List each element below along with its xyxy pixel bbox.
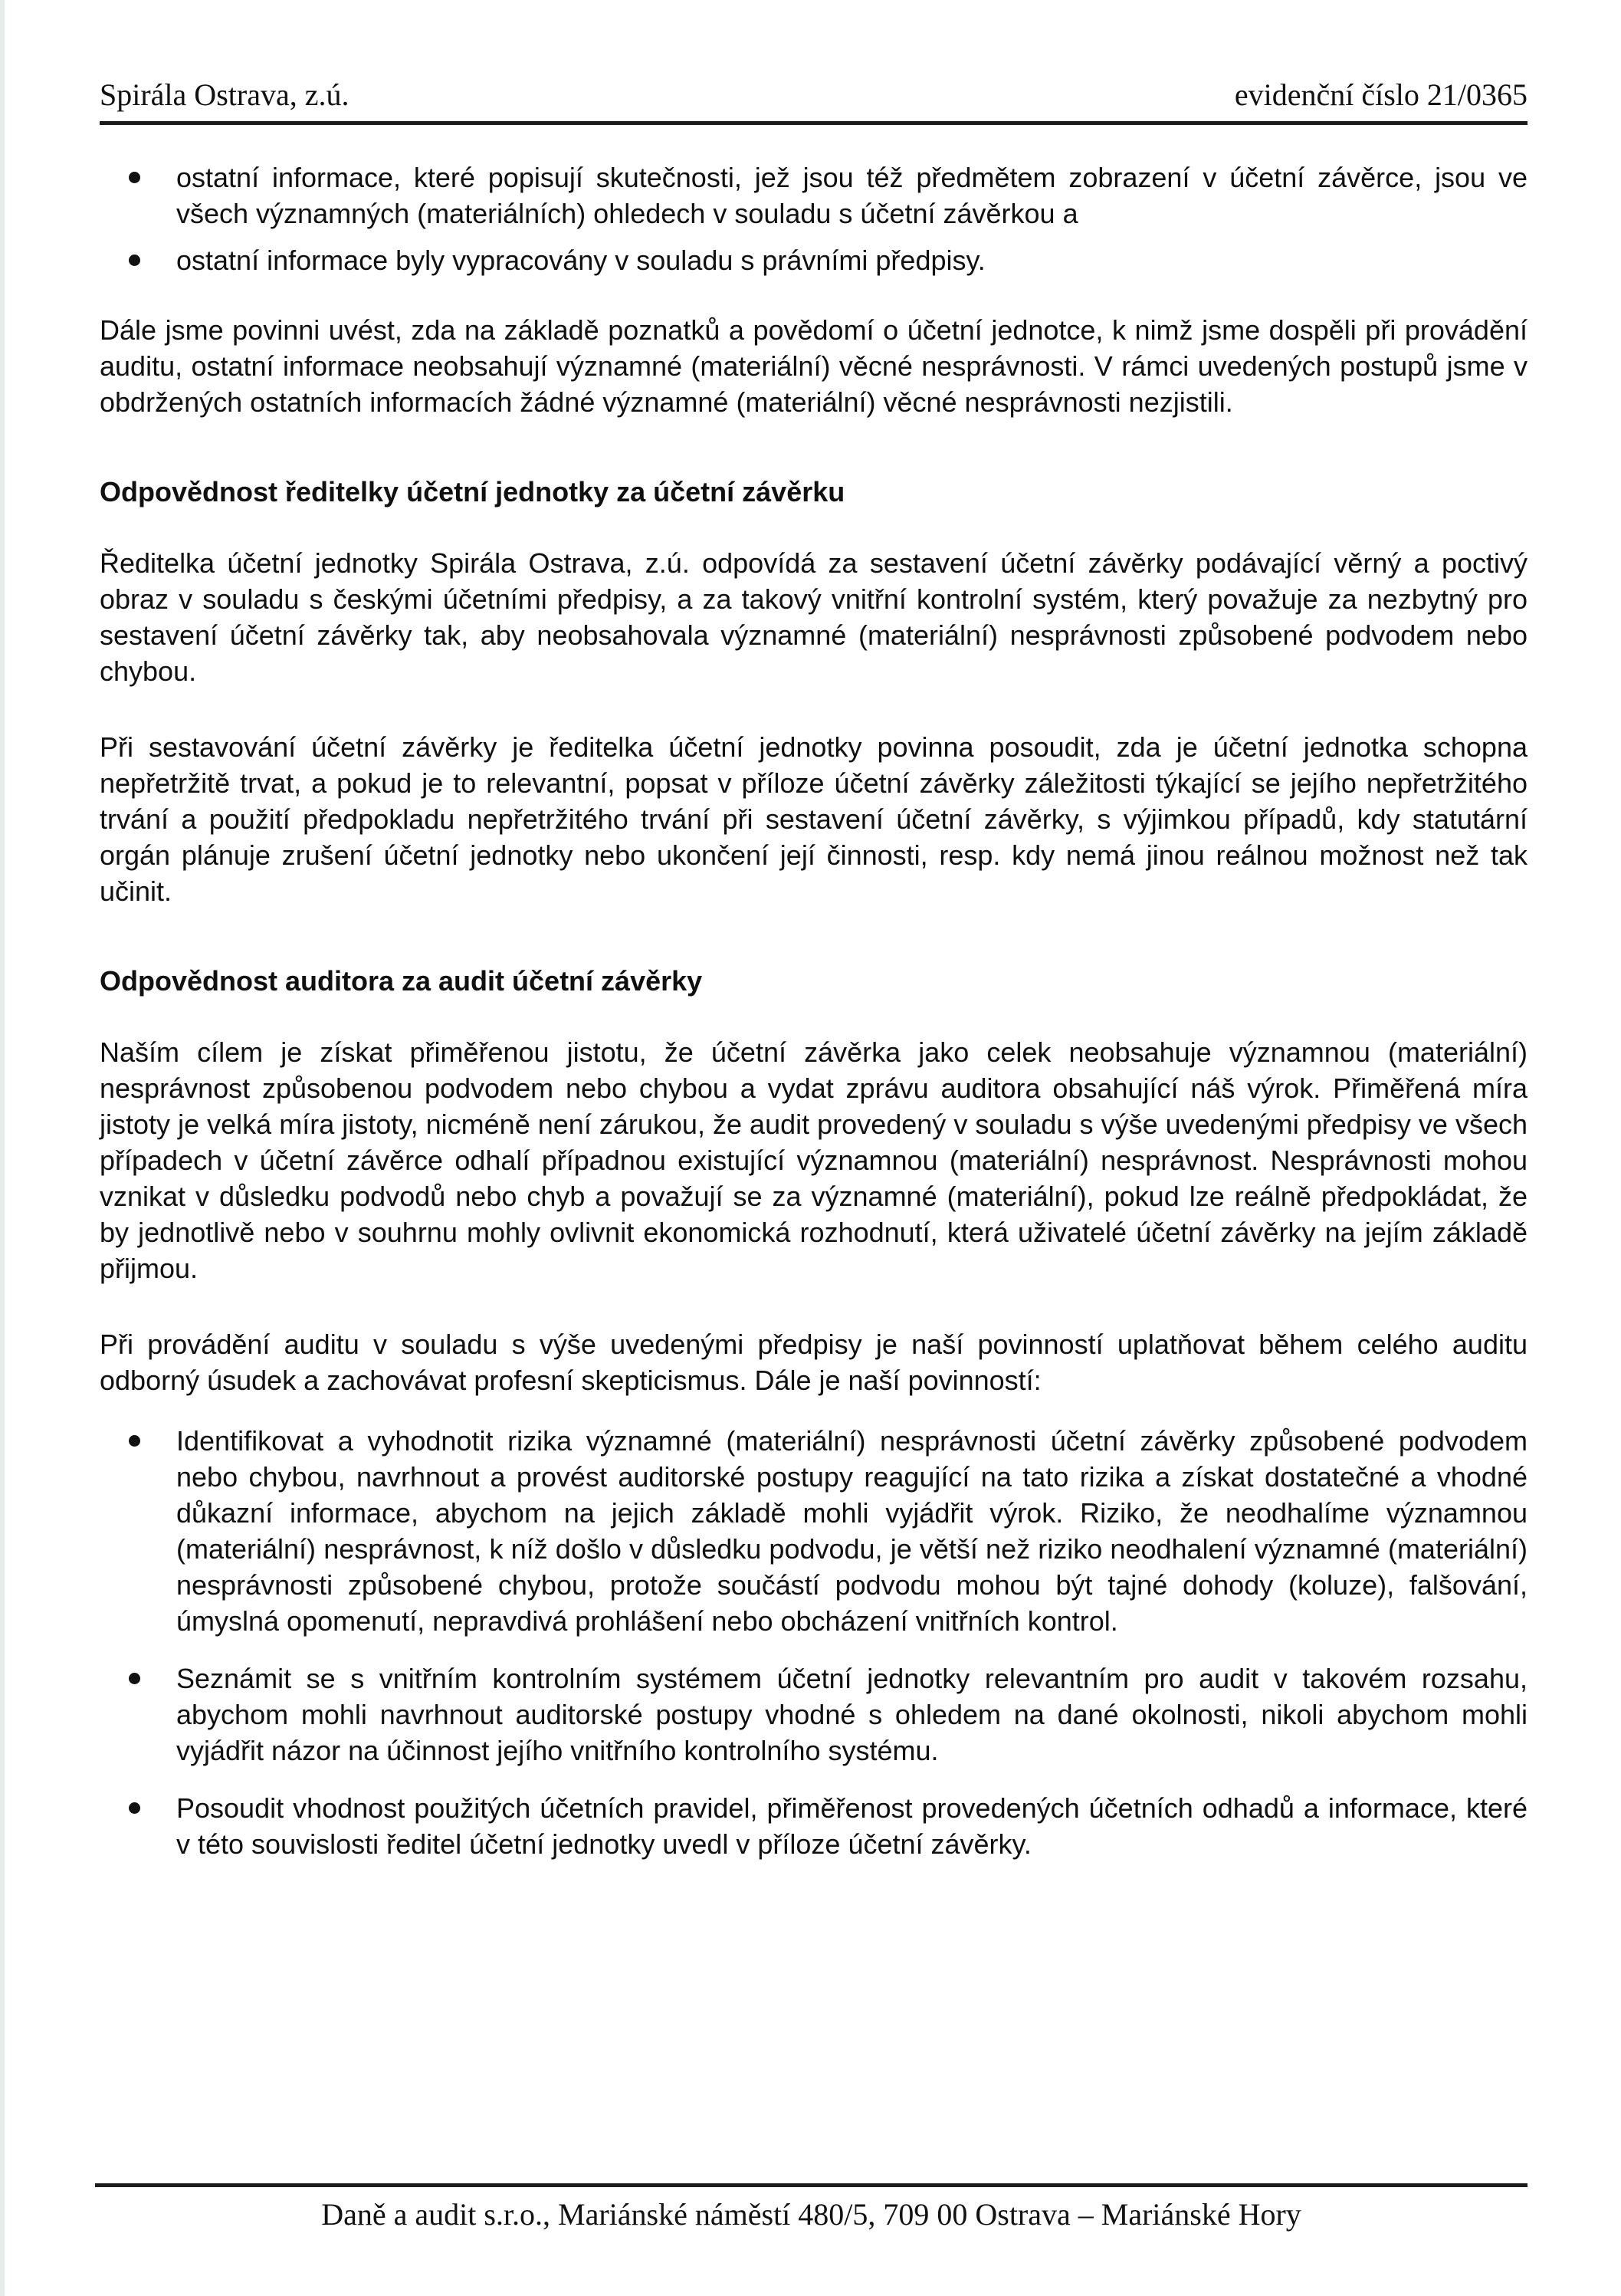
list-item: ostatní informace byly vypracovány v souladu s právními předpisy.	[100, 242, 1527, 278]
list-item: Seznámit se s vnitřním kontrolním systémem účetní jednotky relevantním pro audit v takovém rozsahu, abychom mohli navrhnout auditorské postupy vhodné s ohledem na dané okolnosti, nikoli abychom mohli vyjádřit názor na účinnost jejího vnitřního kontrolního systému.	[100, 1660, 1527, 1769]
header-company-name: Spirála Ostrava, z.ú.	[100, 77, 349, 112]
header-evidence-number: evidenční číslo 21/0365	[1234, 77, 1527, 112]
intro-bullet-list	[100, 159, 1527, 278]
page-header	[100, 77, 1527, 113]
header-rule	[100, 121, 1527, 125]
list-item: Identifikovat a vyhodnotit rizika významné (materiální) nesprávnosti účetní závěrky způsobené podvodem nebo chybou, navrhnout a provést auditorské postupy reagující na tato rizika a získat dostatečné a vhodné důkazní informace, abychom na jejich základě mohli vyjádřit výrok. Riziko, že neodhalíme významnou (materiální) nesprávnost, k níž došlo v důsledku podvodu, je větší než riziko neodhalení významné (materiální) nesprávnosti způsobené chybou, protože součástí podvodu mohou být tajné dohody (koluze), falšování, úmyslná opomenutí, nepravdivá prohlášení nebo obcházení vnitřních kontrol.	[100, 1423, 1527, 1639]
paragraph: Naším cílem je získat přiměřenou jistotu, že účetní závěrka jako celek neobsahuje významnou (materiální) nesprávnost způsobenou podvodem nebo chybou a vydat zprávu auditora obsahující náš výrok. Přiměřená míra jistoty je velká míra jistoty, nicméně není zárukou, že audit provedený v souladu s výše uvedenými předpisy ve všech případech v účetní závěrce odhalí případnou existující významnou (materiální) nesprávnost. Nesprávnosti mohou vznikat v důsledku podvodů nebo chyb a považují se za významné (materiální), pokud lze reálně předpokládat, že by jednotlivě nebo v souhrnu mohly ovlivnit ekonomická rozhodnutí, která uživatelé účetní závěrky na jejím základě přijmou.	[100, 1036, 1527, 1284]
paragraph: Při provádění auditu v souladu s výše uvedenými předpisy je naší povinností uplatňovat během celého auditu odborný úsudek a zachovávat profesní skepticismus. Dále je naší povinností:	[100, 1329, 1527, 1396]
footer-rule	[95, 2183, 1527, 2187]
footer-text: Daně a audit s.r.o., Mariánské náměstí 480/5, 709 00 Ostrava – Mariánské Hory	[321, 2197, 1301, 2232]
paragraph: Při sestavování účetní závěrky je ředitelka účetní jednotky povinna posoudit, zda je účetní jednotka schopna nepřetržitě trvat, a pokud je to relevantní, popsat v příloze účetní závěrky záležitosti týkající se jejího nepřetržitého trvání a použití předpokladu nepřetržitého trvání při sestavení účetní závěrky, s výjimkou případů, kdy statutární orgán plánuje zrušení účetní jednotky nebo ukončení její činnosti, resp. kdy nemá jinou reálnou možnost než tak učinit.	[100, 731, 1527, 907]
section-heading-director-responsibility: Odpovědnost ředitelky účetní jednotky za účetní závěrku	[100, 476, 845, 507]
page-footer	[95, 2183, 1527, 2232]
paragraph-other-information: Dále jsme povinni uvést, zda na základě poznatků a povědomí o účetní jednotce, k nimž jsme dospěli při provádění auditu, ostatní informace neobsahují významné (materiální) věcné nesprávnosti. V rámci uvedených postupů jsme v obdržených ostatních informacích žádné významné (materiální) věcné nesprávnosti nezjistili.	[100, 314, 1527, 418]
section-heading-auditor-responsibility: Odpovědnost auditora za audit účetní závěrky	[100, 965, 703, 997]
list-item: Posoudit vhodnost použitých účetních pravidel, přiměřenost provedených účetních odhadů a informace, které v této souvislosti ředitel účetní jednotky uvedl v příloze účetní závěrky.	[100, 1790, 1527, 1862]
document-content	[100, 0, 1527, 1862]
list-item: ostatní informace, které popisují skutečnosti, jež jsou též předmětem zobrazení v účetní závěrce, jsou ve všech významných (materiálních) ohledech v souladu s účetní závěrkou a	[100, 159, 1527, 232]
auditor-duties-bullet-list	[100, 1423, 1527, 1862]
paragraph: Ředitelka účetní jednotky Spirála Ostrava, z.ú. odpovídá za sestavení účetní závěrky podávající věrný a poctivý obraz v souladu s českými účetními předpisy, a za takový vnitřní kontrolní systém, který považuje za nezbytný pro sestavení účetní závěrky tak, aby neobsahovala významné (materiální) nesprávnosti způsobené podvodem nebo chybou.	[100, 547, 1527, 687]
